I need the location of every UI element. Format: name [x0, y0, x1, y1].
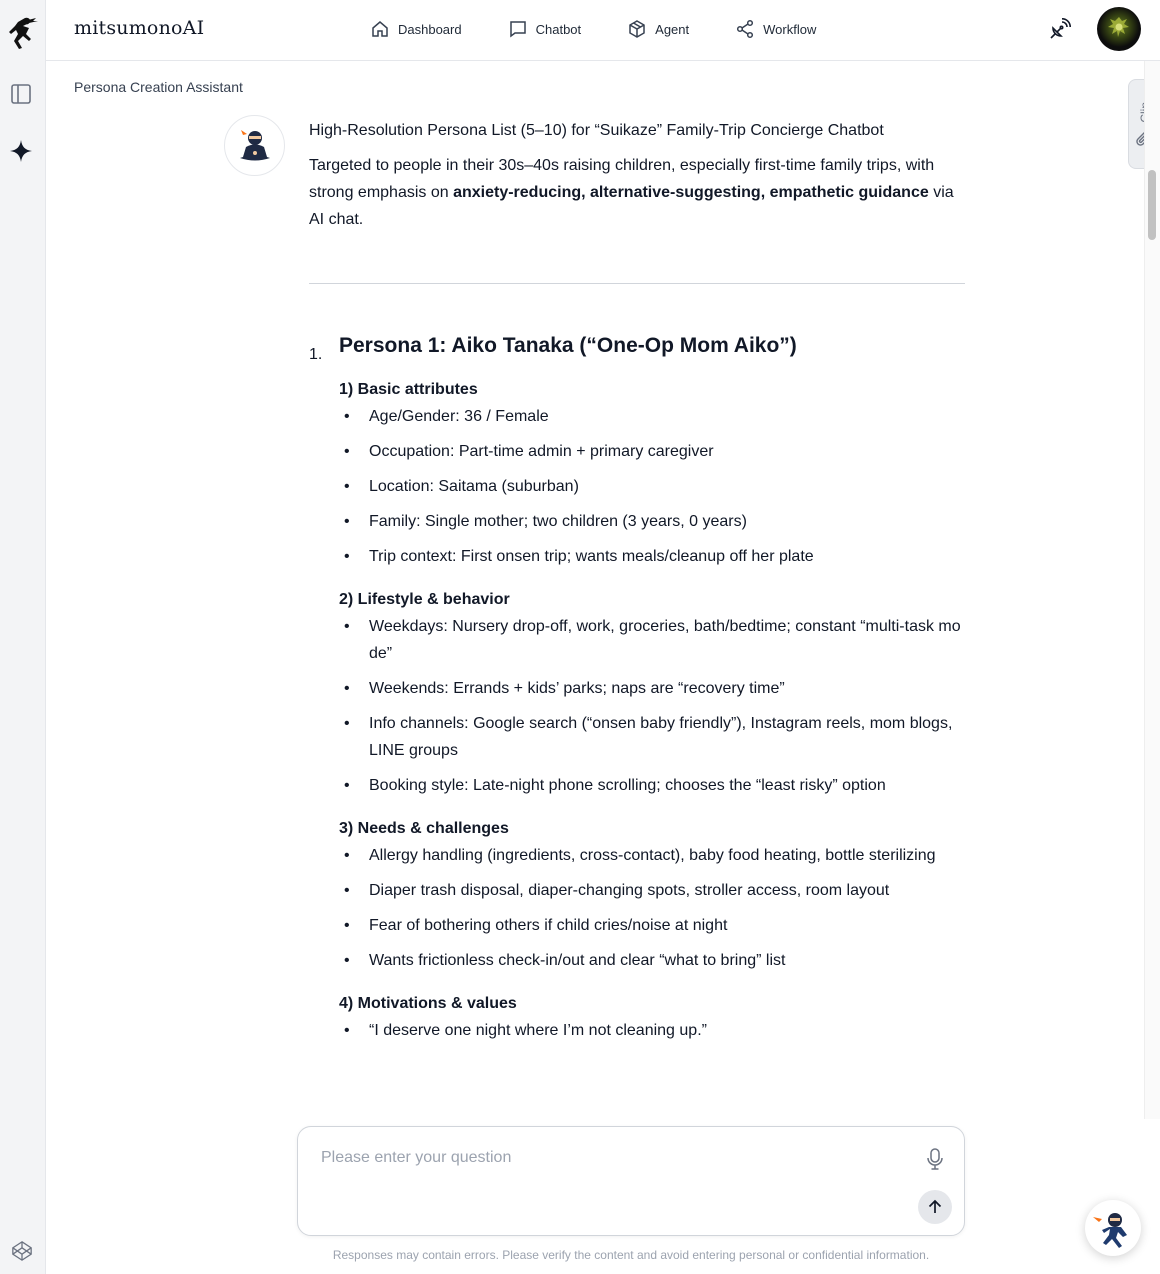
- section-heading: 1) Basic attributes: [339, 381, 478, 398]
- meditating-ninja-icon: [225, 116, 286, 177]
- nav-agent[interactable]: [627, 16, 689, 42]
- satellite-dish-icon[interactable]: [1048, 17, 1072, 41]
- chat-bubble-icon: [508, 19, 528, 39]
- question-input[interactable]: [321, 1149, 901, 1209]
- list-item: • Diaper trash disposal, diaper-changing spots, stroller access, room layout: [339, 877, 965, 904]
- list-item: • Wants frictionless check-in/out and clear “what to bring” list: [339, 947, 965, 974]
- list-item: • Family: Single mother; two children (3 years, 0 years): [339, 508, 965, 535]
- sidebar-toggle-icon[interactable]: [10, 83, 32, 105]
- sparkle-icon[interactable]: [9, 139, 33, 163]
- bullet-list: [339, 403, 965, 570]
- list-item: • Weekends: Errands + kids’ parks; naps are “recovery time”: [339, 675, 965, 702]
- nav-workflow[interactable]: [735, 16, 816, 42]
- left-rail: [0, 0, 46, 1274]
- breadcrumb: Persona Creation Assistant: [74, 79, 243, 95]
- message-intro: [309, 152, 965, 233]
- disclaimer-text: Responses may contain errors. Please verify the content and avoid entering personal or confidential information.: [332, 1248, 930, 1262]
- nav-agent-label: Agent: [655, 21, 690, 37]
- section-heading: 2) Lifestyle & behavior: [339, 591, 510, 608]
- user-avatar[interactable]: [1097, 7, 1141, 51]
- section-heading: 3) Needs & challenges: [339, 820, 509, 837]
- list-item: • Booking style: Late-night phone scrolling; chooses the “least risky” option: [339, 772, 965, 799]
- list-item: • Allergy handling (ingredients, cross-contact), baby food heating, bottle sterilizing: [339, 842, 965, 869]
- list-number: 1.: [309, 346, 323, 363]
- persona-body: [339, 330, 965, 1060]
- message-title: High-Resolution Persona List (5–10) for “Suikaze” Family-Trip Concierge Chatbot: [309, 122, 884, 139]
- scrollbar-thumb[interactable]: [1148, 170, 1156, 240]
- list-item: • “I deserve one night where I’m not cleaning up.”: [339, 1017, 965, 1044]
- top-header: [46, 0, 1160, 61]
- intro-suffix: via AI chat.: [309, 184, 954, 228]
- list-item: • Info channels: Google search (“onsen baby friendly”), Instagram reels, mom blogs, LINE groups: [339, 710, 965, 764]
- ninja-logo-icon[interactable]: [5, 15, 41, 53]
- section-heading: 4) Motivations & values: [339, 995, 517, 1012]
- cube-icon: [627, 19, 647, 39]
- arrow-up-icon: [925, 1197, 945, 1217]
- persona-item: [309, 330, 965, 1060]
- chat-input-box: [297, 1126, 965, 1236]
- nav-workflow-label: Workflow: [763, 21, 817, 37]
- intro-prefix: Targeted to people in their 30s–40s raising children, especially first-time family trips, with strong emphasis on: [309, 157, 935, 201]
- nav-chatbot-label: Chatbot: [535, 21, 582, 37]
- assistant-message: [309, 117, 965, 1060]
- send-button[interactable]: [918, 1190, 952, 1224]
- assistant-fab-button[interactable]: [1085, 1200, 1141, 1256]
- intro-bold: anxiety-reducing, alternative-suggesting, empathetic guidance: [453, 184, 929, 201]
- avatar-figure-icon: [1097, 7, 1141, 51]
- persona-title: Persona 1: Aiko Tanaka (“One-Op Mom Aiko”): [339, 334, 797, 357]
- list-item: • Fear of bothering others if child cries/noise at night: [339, 912, 965, 939]
- nav-dashboard-label: Dashboard: [398, 21, 462, 37]
- ninja-mascot-icon: [1085, 1200, 1141, 1256]
- assistant-avatar: [224, 115, 285, 176]
- share-nodes-icon: [735, 19, 755, 39]
- list-item: • Occupation: Part-time admin + primary caregiver: [339, 438, 965, 465]
- list-item: • Trip context: First onsen trip; wants meals/cleanup off her plate: [339, 543, 965, 570]
- bullet-list: [339, 1017, 965, 1044]
- codepen-icon[interactable]: [10, 1240, 34, 1262]
- main-nav: [370, 16, 862, 42]
- nav-dashboard[interactable]: [370, 16, 462, 42]
- bullet-list: [339, 613, 965, 799]
- home-icon: [370, 19, 390, 39]
- divider: [309, 283, 965, 284]
- bullet-list: [339, 842, 965, 974]
- list-item: • Weekdays: Nursery drop-off, work, groceries, bath/bedtime; constant “multi-task mode”: [339, 613, 965, 667]
- brand-name[interactable]: mitsumonoAI: [74, 17, 205, 39]
- microphone-icon[interactable]: [924, 1147, 946, 1171]
- nav-chatbot[interactable]: [508, 16, 582, 42]
- list-item: • Age/Gender: 36 / Female: [339, 403, 965, 430]
- list-item: • Location: Saitama (suburban): [339, 473, 965, 500]
